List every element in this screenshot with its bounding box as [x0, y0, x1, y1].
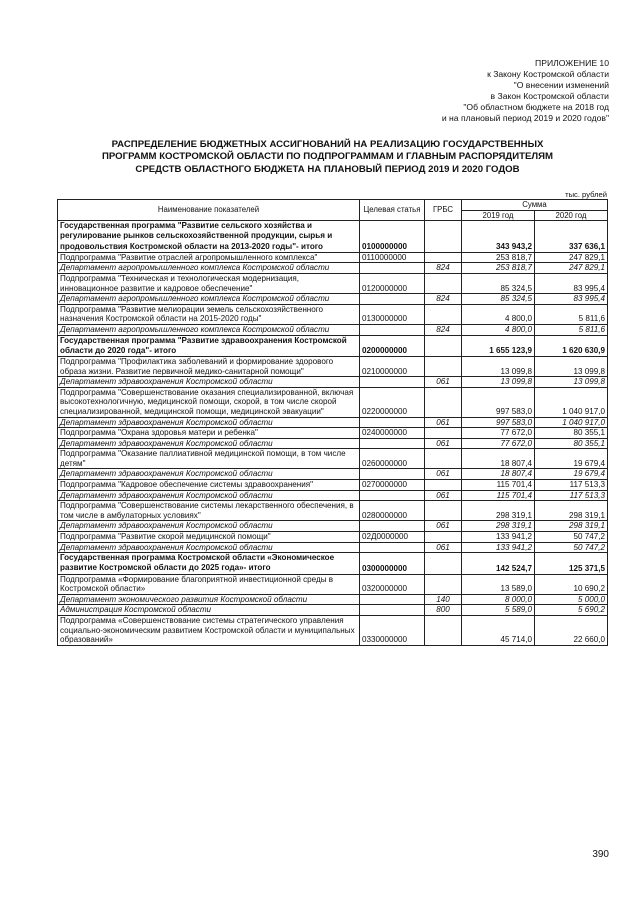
row-2020: 298 319,1: [535, 521, 608, 532]
row-code: 0330000000: [360, 616, 425, 646]
row-2020: 83 995,4: [535, 273, 608, 293]
row-grbs: [425, 428, 462, 439]
units-label: тыс. рублей: [565, 190, 607, 199]
row-name: Государственная программа Костромской области «Экономическое развитие Костромской области до 2025 года»- итого: [58, 553, 360, 574]
row-2020: 298 319,1: [535, 501, 608, 521]
row-name: Государственная программа "Развитие сельского хозяйства и регулирование рынков сельскохозяйственной продукции, сырья и продовольствия Костромской области на 2013-2020 годы"- итого: [58, 221, 360, 253]
appendix-line: "О внесении изменений: [513, 80, 609, 90]
row-code: [360, 377, 425, 388]
appendix-line: и на плановый период 2019 и 2020 годов": [441, 113, 609, 123]
row-code: [360, 294, 425, 305]
row-2020: 1 040 917,0: [535, 387, 608, 417]
row-grbs: [425, 387, 462, 417]
row-2020: 80 355,1: [535, 438, 608, 449]
row-grbs: 824: [425, 324, 462, 335]
row-code: 0240000000: [360, 428, 425, 439]
row-2019: 997 583,0: [462, 417, 535, 428]
row-code: 0260000000: [360, 449, 425, 469]
row-code: 0320000000: [360, 574, 425, 594]
table-row: [58, 480, 608, 491]
row-code: [360, 438, 425, 449]
row-name: Департамент здравоохранения Костромской области: [58, 521, 360, 532]
row-grbs: 061: [425, 438, 462, 449]
title-line: РАСПРЕДЕЛЕНИЕ БЮДЖЕТНЫХ АССИГНОВАНИЙ НА РЕАЛИЗАЦИЮ ГОСУДАРСТВЕННЫХ: [111, 139, 544, 150]
row-2020: 117 513,3: [535, 480, 608, 491]
row-2019: 4 800,0: [462, 304, 535, 324]
row-2020: 1 620 630,9: [535, 335, 608, 356]
row-code: 0130000000: [360, 304, 425, 324]
row-grbs: 061: [425, 490, 462, 501]
row-2019: 13 099,8: [462, 356, 535, 376]
row-name: Подпрограмма "Развитие мелиорации земель сельскохозяйственного назначения Костромской области на 2015-2020 годы": [58, 304, 360, 324]
table-row: [58, 469, 608, 480]
row-grbs: 824: [425, 294, 462, 305]
row-2019: 133 941,2: [462, 532, 535, 543]
row-2019: 45 714,0: [462, 616, 535, 646]
row-2019: 18 807,4: [462, 449, 535, 469]
header-sum: Сумма: [462, 200, 608, 211]
row-2019: 4 800,0: [462, 324, 535, 335]
appendix-line: к Закону Костромской области: [487, 69, 609, 79]
row-code: 0220000000: [360, 387, 425, 417]
row-2020: 22 660,0: [535, 616, 608, 646]
row-code: [360, 263, 425, 274]
row-grbs: [425, 304, 462, 324]
row-code: 02Д0000000: [360, 532, 425, 543]
row-grbs: [425, 574, 462, 594]
row-name: Департамент агропромышленного комплекса Костромской области: [58, 324, 360, 335]
appendix-line: ПРИЛОЖЕНИЕ 10: [535, 58, 609, 68]
page-number: 390: [592, 849, 609, 860]
header-code: Целевая статья: [360, 200, 425, 221]
row-code: [360, 605, 425, 616]
row-2020: 5 000,0: [535, 594, 608, 605]
table-row: [58, 417, 608, 428]
table-row: [58, 605, 608, 616]
row-name: Подпрограмма "Оказание паллиативной медицинской помощи, в том числе детям": [58, 449, 360, 469]
table-row: [58, 594, 608, 605]
row-name: Подпрограмма "Кадровое обеспечение системы здравоохранения": [58, 480, 360, 491]
row-code: [360, 324, 425, 335]
appendix-line: в Закон Костромской области: [490, 91, 609, 101]
row-2019: 253 818,7: [462, 263, 535, 274]
table-row: [58, 252, 608, 263]
row-name: Подпрограмма "Совершенствование оказания специализированной, включая высокотехнологичную, медицинской помощи, скорой, в том числе скорой специализированной, медицинской помощи, медицинской эвакуации": [58, 387, 360, 417]
row-code: 0120000000: [360, 273, 425, 293]
row-2019: 85 324,5: [462, 273, 535, 293]
row-2020: 5 690,2: [535, 605, 608, 616]
table-row: [58, 294, 608, 305]
row-2019: 77 672,0: [462, 438, 535, 449]
budget-table: [57, 199, 608, 646]
row-2019: 1 655 123,9: [462, 335, 535, 356]
row-2019: 5 589,0: [462, 605, 535, 616]
row-grbs: 824: [425, 263, 462, 274]
row-name: Подпрограмма "Совершенствование системы лекарственного обеспечения, в том числе в амбулаторных условиях": [58, 501, 360, 521]
row-name: Подпрограмма "Техническая и технологическая модернизация, инновационное развитие и кадровое обеспечение": [58, 273, 360, 293]
row-grbs: [425, 449, 462, 469]
row-grbs: [425, 532, 462, 543]
row-2020: 1 040 917,0: [535, 417, 608, 428]
header-2020: 2020 год: [535, 210, 608, 221]
row-code: [360, 490, 425, 501]
row-code: [360, 521, 425, 532]
table-row: [58, 273, 608, 293]
row-name: Департамент здравоохранения Костромской области: [58, 377, 360, 388]
row-name: Департамент здравоохранения Костромской области: [58, 490, 360, 501]
row-2020: 80 355,1: [535, 428, 608, 439]
row-code: 0100000000: [360, 221, 425, 253]
row-2019: 115 701,4: [462, 480, 535, 491]
table-row: [58, 356, 608, 376]
row-grbs: [425, 356, 462, 376]
header-name: Наименование показателей: [58, 200, 360, 221]
row-name: Подпрограмма «Формирование благоприятной инвестиционной среды в Костромской области»: [58, 574, 360, 594]
row-2020: 247 829,1: [535, 252, 608, 263]
row-2020: 50 747,2: [535, 532, 608, 543]
row-grbs: [425, 616, 462, 646]
title-line: СРЕДСТВ ОБЛАСТНОГО БЮДЖЕТА НА ПЛАНОВЫЙ ПЕРИОД 2019 И 2020 ГОДОВ: [135, 163, 520, 175]
row-grbs: [425, 501, 462, 521]
row-2020: 125 371,5: [535, 553, 608, 574]
header-2019: 2019 год: [462, 210, 535, 221]
row-code: 0210000000: [360, 356, 425, 376]
table-row: [58, 521, 608, 532]
table-row: [58, 532, 608, 543]
row-name: Департамент здравоохранения Костромской области: [58, 542, 360, 553]
row-grbs: 061: [425, 417, 462, 428]
table-row: [58, 263, 608, 274]
row-grbs: 061: [425, 377, 462, 388]
row-code: [360, 594, 425, 605]
row-grbs: 800: [425, 605, 462, 616]
table-row: [58, 542, 608, 553]
row-code: [360, 469, 425, 480]
row-grbs: [425, 221, 462, 253]
row-name: Департамент здравоохранения Костромской области: [58, 417, 360, 428]
row-2020: 247 829,1: [535, 263, 608, 274]
row-grbs: [425, 553, 462, 574]
row-name: Администрация Костромской области: [58, 605, 360, 616]
appendix-header: [309, 58, 609, 124]
row-grbs: [425, 252, 462, 263]
row-name: Департамент экономического развития Костромской области: [58, 594, 360, 605]
row-code: 0300000000: [360, 553, 425, 574]
table-row: [58, 304, 608, 324]
table-row: [58, 438, 608, 449]
row-2020: 13 099,8: [535, 377, 608, 388]
row-code: 0200000000: [360, 335, 425, 356]
row-2019: 343 943,2: [462, 221, 535, 253]
row-2019: 298 319,1: [462, 521, 535, 532]
row-2020: 5 811,6: [535, 304, 608, 324]
row-code: 0270000000: [360, 480, 425, 491]
row-2020: 5 811,6: [535, 324, 608, 335]
table-row: [58, 616, 608, 646]
table-row: [58, 574, 608, 594]
row-2019: 8 000,0: [462, 594, 535, 605]
table-row: [58, 490, 608, 501]
row-code: [360, 417, 425, 428]
row-name: Подпрограмма "Развитие отраслей агропромышленного комплекса": [58, 252, 360, 263]
row-name: Департамент здравоохранения Костромской области: [58, 469, 360, 480]
row-grbs: 140: [425, 594, 462, 605]
row-grbs: 061: [425, 469, 462, 480]
row-name: Департамент здравоохранения Костромской области: [58, 438, 360, 449]
row-2020: 13 099,8: [535, 356, 608, 376]
row-grbs: [425, 335, 462, 356]
row-2019: 13 099,8: [462, 377, 535, 388]
row-name: Подпрограмма "Развитие скорой медицинской помощи": [58, 532, 360, 543]
table-row: [58, 324, 608, 335]
row-code: [360, 542, 425, 553]
row-code: 0110000000: [360, 252, 425, 263]
row-2020: 50 747,2: [535, 542, 608, 553]
row-name: Подпрограмма "Профилактика заболеваний и формирование здорового образа жизни. Развитие первичной медико-санитарной помощи": [58, 356, 360, 376]
row-grbs: 061: [425, 521, 462, 532]
row-code: 0280000000: [360, 501, 425, 521]
row-grbs: [425, 480, 462, 491]
table-row: [58, 501, 608, 521]
table-row: [58, 428, 608, 439]
row-2019: 133 941,2: [462, 542, 535, 553]
table-row: [58, 221, 608, 253]
row-2019: 253 818,7: [462, 252, 535, 263]
row-2020: 10 690,2: [535, 574, 608, 594]
row-grbs: 061: [425, 542, 462, 553]
table-row: [58, 553, 608, 574]
row-2019: 13 589,0: [462, 574, 535, 594]
row-2019: 115 701,4: [462, 490, 535, 501]
row-2020: 83 995,4: [535, 294, 608, 305]
row-2019: 997 583,0: [462, 387, 535, 417]
row-2019: 18 807,4: [462, 469, 535, 480]
row-2019: 77 672,0: [462, 428, 535, 439]
document-title: [55, 139, 600, 176]
table-row: [58, 449, 608, 469]
table-row: [58, 335, 608, 356]
row-name: Подпрограмма "Охрана здоровья матери и ребенка": [58, 428, 360, 439]
header-grbs: ГРБС: [425, 200, 462, 221]
row-2020: 337 636,1: [535, 221, 608, 253]
title-line: ПРОГРАММ КОСТРОМСКОЙ ОБЛАСТИ ПО ПОДПРОГРАММАМ И ГЛАВНЫМ РАСПОРЯДИТЕЛЯМ: [102, 151, 553, 163]
row-2020: 117 513,3: [535, 490, 608, 501]
row-name: Департамент агропромышленного комплекса Костромской области: [58, 263, 360, 274]
appendix-line: "Об областном бюджете на 2018 год: [463, 102, 609, 112]
row-2019: 142 524,7: [462, 553, 535, 574]
table-row: [58, 377, 608, 388]
row-name: Подпрограмма «Совершенствование системы стратегического управления социально-экономическим развитием Костромской области и муниципальных образований»: [58, 616, 360, 646]
row-name: Государственная программа "Развитие здравоохранения Костромской области до 2020 года"- итого: [58, 335, 360, 356]
row-2020: 19 679,4: [535, 449, 608, 469]
row-2020: 19 679,4: [535, 469, 608, 480]
row-2019: 298 319,1: [462, 501, 535, 521]
row-grbs: [425, 273, 462, 293]
row-name: Департамент агропромышленного комплекса Костромской области: [58, 294, 360, 305]
row-2019: 85 324,5: [462, 294, 535, 305]
table-row: [58, 387, 608, 417]
